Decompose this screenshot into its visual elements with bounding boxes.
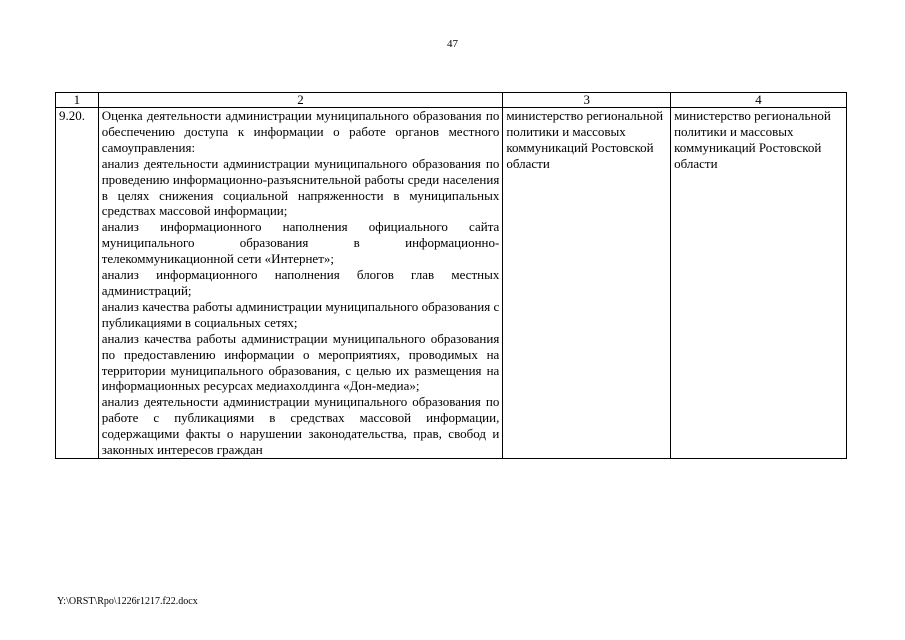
document-table xyxy=(55,92,847,459)
page-number: 47 xyxy=(447,38,458,50)
table-header-row xyxy=(56,93,847,108)
description-line: анализ информационного наполнения блогов глав местных администраций; xyxy=(101,267,500,298)
header-col-3: 3 xyxy=(503,93,671,108)
description-line: анализ качества работы администрации муниципального образования с публикациями в социальных сетях; xyxy=(101,298,500,330)
header-col-4: 4 xyxy=(671,93,847,108)
header-col-2: 2 xyxy=(98,93,503,108)
description-line: анализ качества работы администрации муниципального образования по предоставлению информации о мероприятиях, проводимых на территории муниципального образования, с целью их размещения на информационных ресурсах медиахолдинга «Дон-медиа»; xyxy=(101,330,500,394)
row-responsible-executor: министерство региональной политики и массовых коммуникаций Ростовской области xyxy=(503,108,671,459)
header-col-1: 1 xyxy=(56,93,99,108)
footer-file-path: Y:\ORST\Rpo\1226r1217.f22.docx xyxy=(57,596,198,607)
description-line: Оценка деятельности администрации муниципального образования по обеспечению доступа к информации о работе органов местного самоуправления: xyxy=(101,108,500,155)
description-line: анализ информационного наполнения официального сайта муниципального образования в информационно-телекоммуникационной сети «Интернет»; xyxy=(101,219,500,267)
row-number: 9.20. xyxy=(56,108,99,459)
description-line: анализ деятельности администрации муниципального образования по работе с публикациями в средствах массовой информации, содержащими факты о нарушении законодательства, прав, свобод и законных интересов граждан xyxy=(101,394,500,458)
table-row xyxy=(56,108,847,459)
description-line: анализ деятельности администрации муниципального образования по проведению информационно-разъяснительной работы среди населения в целях снижения социальной напряженности в муниципальных средствах массовой информации; xyxy=(101,155,500,219)
row-description xyxy=(98,108,503,459)
row-co-executor: министерство региональной политики и массовых коммуникаций Ростовской области xyxy=(671,108,847,459)
